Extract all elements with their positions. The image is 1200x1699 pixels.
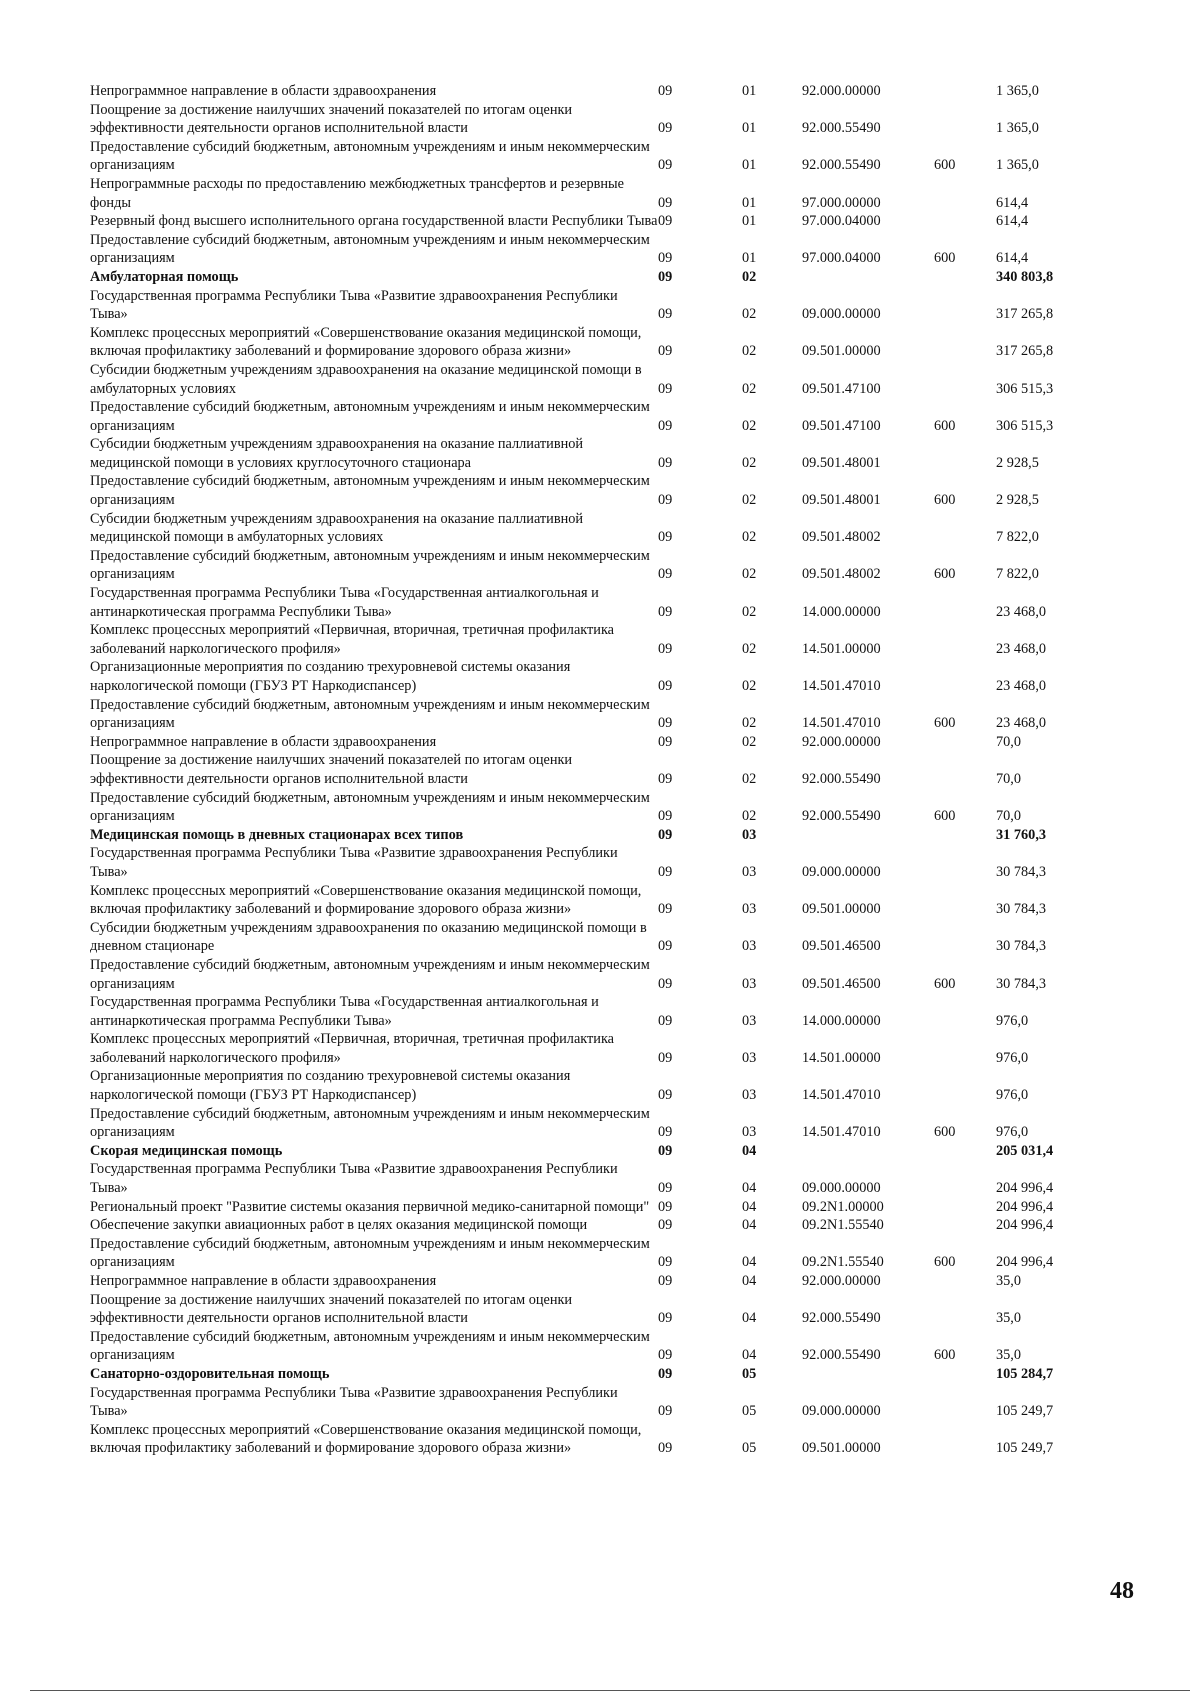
table-row xyxy=(90,1421,1100,1458)
subsection-code-cell: 03 xyxy=(742,826,757,843)
section-code-cell: 09 xyxy=(658,975,673,992)
table-row xyxy=(90,324,1100,361)
amount-cell: 976,0 xyxy=(996,1124,1029,1141)
table-row xyxy=(90,510,1100,547)
subsection-code-cell: 04 xyxy=(742,1254,757,1271)
expense-name-cell: Комплекс процессных мероприятий «Совершенствование оказания медицинской помощи, включая профилактику заболеваний и формирование здорового образа жизни» xyxy=(90,882,642,918)
subsection-code-cell: 02 xyxy=(742,492,757,509)
section-code-cell: 09 xyxy=(658,529,673,546)
amount-cell: 205 031,4 xyxy=(996,1142,1054,1159)
section-code-cell: 09 xyxy=(658,603,673,620)
target-item-code-cell: 09.501.48001 xyxy=(802,454,881,471)
target-item-code-cell: 09.501.48001 xyxy=(802,492,881,509)
expense-type-code-cell: 600 xyxy=(934,975,956,992)
expense-type-code-cell: 600 xyxy=(934,1347,956,1364)
amount-cell: 1 365,0 xyxy=(996,83,1039,99)
subsection-code-cell: 02 xyxy=(742,808,757,825)
subsection-code-cell: 03 xyxy=(742,901,757,918)
expense-type-code-cell: 600 xyxy=(934,808,956,825)
section-code-cell: 09 xyxy=(658,1087,673,1104)
expense-name-cell: Резервный фонд высшего исполнительного органа государственной власти Республики Тыва xyxy=(90,213,658,230)
expense-type-code-cell: 600 xyxy=(934,1124,956,1141)
budget-table-body xyxy=(90,82,1100,1458)
subsection-code-cell: 02 xyxy=(742,343,757,360)
target-item-code-cell: 09.2N1.00000 xyxy=(802,1198,884,1215)
amount-cell: 70,0 xyxy=(996,770,1022,787)
table-row xyxy=(90,231,1100,268)
amount-cell: 30 784,3 xyxy=(996,975,1047,992)
expense-name-cell: Поощрение за достижение наилучших значений показателей по итогам оценки эффективности деятельности органов исполнительной власти xyxy=(90,101,573,137)
section-code-cell: 09 xyxy=(658,120,673,137)
target-item-code-cell: 14.000.00000 xyxy=(802,603,881,620)
subsection-code-cell: 02 xyxy=(742,678,757,694)
expense-name-cell: Предоставление субсидий бюджетным, автономным учреждениям и иным некоммерческим организациям xyxy=(90,789,650,825)
subsection-code-cell: 01 xyxy=(742,213,757,230)
expense-name-cell: Организационные мероприятия по созданию трехуровневой системы оказания наркологической помощи (ГБУЗ РТ Наркодиспансер) xyxy=(90,1068,571,1104)
section-code-cell: 09 xyxy=(658,306,673,323)
table-row xyxy=(90,138,1100,175)
amount-cell: 306 515,3 xyxy=(996,417,1054,434)
expense-name-cell: Государственная программа Республики Тыва «Государственная антиалкогольная и антинаркотическая программа Республики Тыва» xyxy=(90,994,599,1029)
table-row xyxy=(90,472,1100,509)
amount-cell: 2 928,5 xyxy=(996,454,1039,471)
expense-name-cell: Региональный проект "Развитие системы оказания первичной медико-санитарной помощи" xyxy=(90,1198,650,1215)
amount-cell: 976,0 xyxy=(996,1087,1029,1104)
expense-type-code-cell: 600 xyxy=(934,157,956,174)
section-code-cell: 09 xyxy=(658,1198,673,1215)
expense-type-code-cell xyxy=(934,658,996,695)
expense-name-cell: Санаторно-оздоровительная помощь xyxy=(90,1365,330,1382)
section-code-cell: 09 xyxy=(658,1310,673,1327)
amount-cell: 105 249,7 xyxy=(996,1403,1054,1420)
section-code-cell: 09 xyxy=(658,733,673,750)
subsection-code-cell: 04 xyxy=(742,1142,757,1159)
amount-cell: 23 468,0 xyxy=(996,603,1047,620)
subsection-code-cell: 01 xyxy=(742,83,757,99)
section-code-cell: 09 xyxy=(658,157,673,174)
amount-cell: 614,4 xyxy=(996,213,1029,230)
subsection-code-cell: 02 xyxy=(742,417,757,434)
expense-name-cell: Предоставление субсидий бюджетным, автономным учреждениям и иным некоммерческим организациям xyxy=(90,231,650,267)
amount-cell: 105 284,7 xyxy=(996,1365,1054,1382)
table-row xyxy=(90,1216,1100,1235)
table-row xyxy=(90,658,1100,695)
section-code-cell: 09 xyxy=(658,640,673,657)
amount-cell: 204 996,4 xyxy=(996,1198,1054,1215)
table-row xyxy=(90,993,1100,1030)
expense-name-cell: Государственная программа Республики Тыва «Развитие здравоохранения Республики Тыва» xyxy=(90,1161,618,1197)
expense-name-cell: Предоставление субсидий бюджетным, автономным учреждениям и иным некоммерческим организациям xyxy=(90,138,650,174)
subsection-code-cell: 01 xyxy=(742,194,757,211)
expense-type-code-cell xyxy=(934,510,996,547)
subsection-code-cell: 02 xyxy=(742,380,757,397)
expense-name-cell: Медицинская помощь в дневных стационарах всех типов xyxy=(90,826,464,843)
expense-name-cell: Предоставление субсидий бюджетным, автономным учреждениям и иным некоммерческим организациям xyxy=(90,547,650,583)
amount-cell: 204 996,4 xyxy=(996,1180,1054,1197)
amount-cell: 204 996,4 xyxy=(996,1217,1054,1234)
amount-cell: 35,0 xyxy=(996,1310,1022,1327)
section-code-cell: 09 xyxy=(658,83,673,99)
target-item-code-cell xyxy=(802,1365,934,1384)
expense-type-code-cell xyxy=(934,1142,996,1161)
target-item-code-cell: 14.501.47010 xyxy=(802,715,881,732)
target-item-code-cell: 09.2N1.55540 xyxy=(802,1217,884,1234)
amount-cell: 614,4 xyxy=(996,250,1029,267)
expense-type-code-cell xyxy=(934,1291,996,1328)
expense-type-code-cell xyxy=(934,919,996,956)
subsection-code-cell: 05 xyxy=(742,1365,757,1382)
expense-type-code-cell xyxy=(934,212,996,231)
target-item-code-cell xyxy=(802,268,934,287)
expense-type-code-cell xyxy=(934,1421,996,1458)
section-code-cell: 09 xyxy=(658,1365,673,1382)
expense-name-cell: Непрограммное направление в области здравоохранения xyxy=(90,83,437,99)
subsection-code-cell: 02 xyxy=(742,733,757,750)
target-item-code-cell: 14.000.00000 xyxy=(802,1012,881,1029)
amount-cell: 1 365,0 xyxy=(996,120,1039,137)
section-code-cell: 09 xyxy=(658,417,673,434)
table-row xyxy=(90,1142,1100,1161)
expense-name-cell: Комплекс процессных мероприятий «Совершенствование оказания медицинской помощи, включая профилактику заболеваний и формирование здорового образа жизни» xyxy=(90,324,642,360)
expense-type-code-cell xyxy=(934,751,996,788)
table-row xyxy=(90,696,1100,733)
section-code-cell: 09 xyxy=(658,566,673,583)
subsection-code-cell: 02 xyxy=(742,770,757,787)
expense-type-code-cell xyxy=(934,324,996,361)
table-row xyxy=(90,826,1100,845)
expense-name-cell: Поощрение за достижение наилучших значений показателей по итогам оценки эффективности деятельности органов исполнительной власти xyxy=(90,1291,573,1327)
target-item-code-cell: 97.000.04000 xyxy=(802,213,881,230)
target-item-code-cell: 14.501.00000 xyxy=(802,640,881,657)
expense-name-cell: Предоставление субсидий бюджетным, автономным учреждениям и иным некоммерческим организациям xyxy=(90,399,650,434)
expense-name-cell: Субсидии бюджетным учреждениям здравоохранения на оказание паллиативной медицинской помощи в амбулаторных условиях xyxy=(90,510,584,546)
expense-name-cell: Предоставление субсидий бюджетным, автономным учреждениям и иным некоммерческим организациям xyxy=(90,696,650,732)
amount-cell: 105 249,7 xyxy=(996,1440,1054,1457)
section-code-cell: 09 xyxy=(658,1180,673,1197)
subsection-code-cell: 03 xyxy=(742,1087,757,1104)
expense-name-cell: Государственная программа Республики Тыва «Развитие здравоохранения Республики Тыва» xyxy=(90,287,618,323)
section-code-cell: 09 xyxy=(658,863,673,880)
subsection-code-cell: 02 xyxy=(742,640,757,657)
expense-type-code-cell: 600 xyxy=(934,492,956,509)
subsection-code-cell: 02 xyxy=(742,603,757,620)
table-row xyxy=(90,789,1100,826)
amount-cell: 70,0 xyxy=(996,733,1022,750)
expense-name-cell: Предоставление субсидий бюджетным, автономным учреждениям и иным некоммерческим организациям xyxy=(90,473,650,509)
amount-cell: 614,4 xyxy=(996,194,1029,211)
expense-name-cell: Государственная программа Республики Тыва «Развитие здравоохранения Республики Тыва» xyxy=(90,845,618,880)
expense-name-cell: Субсидии бюджетным учреждениям здравоохранения по оказанию медицинской помощи в дневном стационаре xyxy=(90,919,647,955)
section-code-cell: 09 xyxy=(658,770,673,787)
section-code-cell: 09 xyxy=(658,1273,673,1289)
amount-cell: 31 760,3 xyxy=(996,826,1047,843)
subsection-code-cell: 02 xyxy=(742,306,757,323)
expense-name-cell: Субсидии бюджетным учреждениям здравоохранения на оказание паллиативной медицинской помощи в условиях круглосуточного стационара xyxy=(90,436,584,471)
budget-table xyxy=(90,82,1100,1458)
target-item-code-cell: 92.000.00000 xyxy=(802,733,881,750)
target-item-code-cell: 92.000.55490 xyxy=(802,1310,881,1327)
expense-type-code-cell xyxy=(934,268,996,287)
target-item-code-cell: 92.000.55490 xyxy=(802,120,881,137)
section-code-cell: 09 xyxy=(658,1049,673,1066)
section-code-cell: 09 xyxy=(658,1124,673,1141)
table-row xyxy=(90,268,1100,287)
subsection-code-cell: 03 xyxy=(742,938,757,955)
amount-cell: 35,0 xyxy=(996,1347,1022,1364)
subsection-code-cell: 01 xyxy=(742,120,757,137)
table-row xyxy=(90,287,1100,324)
expense-type-code-cell: 600 xyxy=(934,250,956,267)
table-row xyxy=(90,1067,1100,1104)
subsection-code-cell: 01 xyxy=(742,157,757,174)
section-code-cell: 09 xyxy=(658,808,673,825)
expense-name-cell: Непрограммное направление в области здравоохранения xyxy=(90,1273,437,1289)
expense-name-cell: Государственная программа Республики Тыва «Государственная антиалкогольная и антинаркотическая программа Республики Тыва» xyxy=(90,585,599,620)
expense-name-cell: Предоставление субсидий бюджетным, автономным учреждениям и иным некоммерческим организациям xyxy=(90,1328,650,1364)
subsection-code-cell: 03 xyxy=(742,1049,757,1066)
amount-cell: 23 468,0 xyxy=(996,640,1047,657)
section-code-cell: 09 xyxy=(658,213,673,230)
amount-cell: 340 803,8 xyxy=(996,268,1054,285)
table-row xyxy=(90,1272,1100,1291)
subsection-code-cell: 04 xyxy=(742,1310,757,1327)
table-row xyxy=(90,1328,1100,1365)
target-item-code-cell: 09.501.48002 xyxy=(802,529,881,546)
expense-type-code-cell xyxy=(934,826,996,845)
target-item-code-cell: 14.501.47010 xyxy=(802,1124,881,1141)
target-item-code-cell: 09.000.00000 xyxy=(802,1180,881,1197)
section-code-cell: 09 xyxy=(658,250,673,267)
subsection-code-cell: 03 xyxy=(742,1012,757,1029)
section-code-cell: 09 xyxy=(658,715,673,732)
target-item-code-cell: 09.501.46500 xyxy=(802,975,881,992)
target-item-code-cell: 09.501.47100 xyxy=(802,417,881,434)
table-row xyxy=(90,1291,1100,1328)
subsection-code-cell: 04 xyxy=(742,1180,757,1197)
expense-name-cell: Организационные мероприятия по созданию трехуровневой системы оказания наркологической помощи (ГБУЗ РТ Наркодиспансер) xyxy=(90,659,571,694)
amount-cell: 317 265,8 xyxy=(996,306,1054,323)
expense-type-code-cell xyxy=(934,733,996,752)
expense-type-code-cell xyxy=(934,175,996,212)
target-item-code-cell xyxy=(802,826,934,845)
section-code-cell: 09 xyxy=(658,678,673,694)
page-number: 48 xyxy=(1110,1578,1134,1604)
expense-name-cell: Предоставление субсидий бюджетным, автономным учреждениям и иным некоммерческим организациям xyxy=(90,956,650,992)
expense-type-code-cell xyxy=(934,1216,996,1235)
expense-type-code-cell: 600 xyxy=(934,417,956,434)
target-item-code-cell: 92.000.55490 xyxy=(802,157,881,174)
amount-cell: 7 822,0 xyxy=(996,529,1039,546)
expense-type-code-cell xyxy=(934,1198,996,1217)
table-row xyxy=(90,1365,1100,1384)
target-item-code-cell: 97.000.00000 xyxy=(802,194,881,211)
table-row xyxy=(90,547,1100,584)
target-item-code-cell: 92.000.55490 xyxy=(802,770,881,787)
expense-type-code-cell xyxy=(934,1384,996,1421)
section-code-cell: 09 xyxy=(658,938,673,955)
subsection-code-cell: 03 xyxy=(742,1124,757,1141)
section-code-cell: 09 xyxy=(658,1440,673,1457)
bottom-divider xyxy=(30,1690,1190,1691)
expense-type-code-cell xyxy=(934,82,996,101)
target-item-code-cell: 09.501.46500 xyxy=(802,938,881,955)
expense-type-code-cell: 600 xyxy=(934,715,956,732)
table-row xyxy=(90,435,1100,472)
expense-name-cell: Обеспечение закупки авиационных работ в целях оказания медицинской помощи xyxy=(90,1217,588,1234)
expense-name-cell: Непрограммные расходы по предоставлению межбюджетных трансфертов и резервные фонды xyxy=(90,175,624,211)
section-code-cell: 09 xyxy=(658,380,673,397)
amount-cell: 204 996,4 xyxy=(996,1254,1054,1271)
expense-name-cell: Субсидии бюджетным учреждениям здравоохранения на оказание медицинской помощи в амбулаторных условиях xyxy=(90,361,642,397)
table-row xyxy=(90,584,1100,621)
table-row xyxy=(90,1384,1100,1421)
section-code-cell: 09 xyxy=(658,826,673,843)
expense-type-code-cell xyxy=(934,993,996,1030)
expense-type-code-cell xyxy=(934,584,996,621)
amount-cell: 30 784,3 xyxy=(996,938,1047,955)
target-item-code-cell: 14.501.00000 xyxy=(802,1049,881,1066)
target-item-code-cell: 09.000.00000 xyxy=(802,1403,881,1420)
target-item-code-cell: 09.501.48002 xyxy=(802,566,881,583)
table-row xyxy=(90,361,1100,398)
table-row xyxy=(90,733,1100,752)
subsection-code-cell: 04 xyxy=(742,1347,757,1364)
expense-name-cell: Государственная программа Республики Тыва «Развитие здравоохранения Республики Тыва» xyxy=(90,1384,618,1420)
target-item-code-cell: 09.000.00000 xyxy=(802,306,881,323)
table-row xyxy=(90,1105,1100,1142)
expense-type-code-cell xyxy=(934,1030,996,1067)
target-item-code-cell: 14.501.47010 xyxy=(802,1087,881,1104)
expense-name-cell: Непрограммное направление в области здравоохранения xyxy=(90,733,437,750)
subsection-code-cell: 02 xyxy=(742,715,757,732)
section-code-cell: 09 xyxy=(658,1254,673,1271)
expense-type-code-cell xyxy=(934,1272,996,1291)
target-item-code-cell: 09.501.47100 xyxy=(802,380,881,397)
table-row xyxy=(90,1160,1100,1197)
amount-cell: 2 928,5 xyxy=(996,492,1039,509)
amount-cell: 70,0 xyxy=(996,808,1022,825)
expense-type-code-cell xyxy=(934,882,996,919)
table-row xyxy=(90,751,1100,788)
target-item-code-cell: 09.501.00000 xyxy=(802,1440,881,1457)
amount-cell: 306 515,3 xyxy=(996,380,1054,397)
subsection-code-cell: 03 xyxy=(742,863,757,880)
expense-type-code-cell xyxy=(934,844,996,881)
table-row xyxy=(90,101,1100,138)
subsection-code-cell: 05 xyxy=(742,1403,757,1420)
section-code-cell: 09 xyxy=(658,1142,673,1159)
subsection-code-cell: 05 xyxy=(742,1440,757,1457)
target-item-code-cell: 92.000.55490 xyxy=(802,1347,881,1364)
section-code-cell: 09 xyxy=(658,268,673,285)
expense-name-cell: Скорая медицинская помощь xyxy=(90,1142,283,1159)
target-item-code-cell: 09.501.00000 xyxy=(802,901,881,918)
target-item-code-cell: 09.000.00000 xyxy=(802,863,881,880)
table-row xyxy=(90,1235,1100,1272)
table-row xyxy=(90,621,1100,658)
expense-type-code-cell xyxy=(934,1067,996,1104)
table-row xyxy=(90,212,1100,231)
subsection-code-cell: 04 xyxy=(742,1198,757,1215)
section-code-cell: 09 xyxy=(658,492,673,509)
subsection-code-cell: 02 xyxy=(742,529,757,546)
table-row xyxy=(90,844,1100,881)
table-row xyxy=(90,1030,1100,1067)
target-item-code-cell: 09.501.00000 xyxy=(802,343,881,360)
expense-type-code-cell: 600 xyxy=(934,566,956,583)
expense-name-cell: Поощрение за достижение наилучших значений показателей по итогам оценки эффективности деятельности органов исполнительной власти xyxy=(90,752,573,787)
expense-type-code-cell xyxy=(934,101,996,138)
amount-cell: 23 468,0 xyxy=(996,715,1047,732)
amount-cell: 1 365,0 xyxy=(996,157,1039,174)
expense-type-code-cell xyxy=(934,1365,996,1384)
target-item-code-cell: 92.000.55490 xyxy=(802,808,881,825)
expense-name-cell: Комплекс процессных мероприятий «Первичная, вторичная, третичная профилактика заболеваний наркологического профиля» xyxy=(90,1031,615,1066)
table-row xyxy=(90,882,1100,919)
section-code-cell: 09 xyxy=(658,343,673,360)
subsection-code-cell: 03 xyxy=(742,975,757,992)
target-item-code-cell: 97.000.04000 xyxy=(802,250,881,267)
amount-cell: 976,0 xyxy=(996,1012,1029,1029)
target-item-code-cell: 14.501.47010 xyxy=(802,678,881,694)
subsection-code-cell: 01 xyxy=(742,250,757,267)
section-code-cell: 09 xyxy=(658,1217,673,1234)
table-row xyxy=(90,1198,1100,1217)
expense-name-cell: Амбулаторная помощь xyxy=(90,268,239,285)
subsection-code-cell: 04 xyxy=(742,1217,757,1234)
amount-cell: 30 784,3 xyxy=(996,863,1047,880)
amount-cell: 7 822,0 xyxy=(996,566,1039,583)
target-item-code-cell: 92.000.00000 xyxy=(802,1273,881,1289)
expense-type-code-cell xyxy=(934,361,996,398)
subsection-code-cell: 02 xyxy=(742,566,757,583)
section-code-cell: 09 xyxy=(658,1347,673,1364)
table-row xyxy=(90,175,1100,212)
target-item-code-cell xyxy=(802,1142,934,1161)
expense-type-code-cell xyxy=(934,287,996,324)
section-code-cell: 09 xyxy=(658,1012,673,1029)
subsection-code-cell: 02 xyxy=(742,268,757,285)
amount-cell: 976,0 xyxy=(996,1049,1029,1066)
amount-cell: 35,0 xyxy=(996,1273,1022,1289)
section-code-cell: 09 xyxy=(658,454,673,471)
expense-type-code-cell xyxy=(934,1160,996,1197)
expense-name-cell: Предоставление субсидий бюджетным, автономным учреждениям и иным некоммерческим организациям xyxy=(90,1105,650,1141)
amount-cell: 317 265,8 xyxy=(996,343,1054,360)
section-code-cell: 09 xyxy=(658,1403,673,1420)
amount-cell: 23 468,0 xyxy=(996,678,1047,694)
target-item-code-cell: 09.2N1.55540 xyxy=(802,1254,884,1271)
table-row xyxy=(90,956,1100,993)
expense-name-cell: Предоставление субсидий бюджетным, автономным учреждениям и иным некоммерческим организациям xyxy=(90,1235,650,1271)
section-code-cell: 09 xyxy=(658,901,673,918)
expense-type-code-cell xyxy=(934,435,996,472)
section-code-cell: 09 xyxy=(658,194,673,211)
subsection-code-cell: 02 xyxy=(742,454,757,471)
amount-cell: 30 784,3 xyxy=(996,901,1047,918)
expense-type-code-cell xyxy=(934,621,996,658)
expense-name-cell: Комплекс процессных мероприятий «Совершенствование оказания медицинской помощи, включая профилактику заболеваний и формирование здорового образа жизни» xyxy=(90,1421,642,1457)
expense-type-code-cell: 600 xyxy=(934,1254,956,1271)
table-row xyxy=(90,82,1100,101)
expense-name-cell: Комплекс процессных мероприятий «Первичная, вторичная, третичная профилактика заболеваний наркологического профиля» xyxy=(90,622,615,657)
target-item-code-cell: 92.000.00000 xyxy=(802,83,881,99)
table-row xyxy=(90,919,1100,956)
subsection-code-cell: 04 xyxy=(742,1273,757,1289)
table-row xyxy=(90,398,1100,435)
